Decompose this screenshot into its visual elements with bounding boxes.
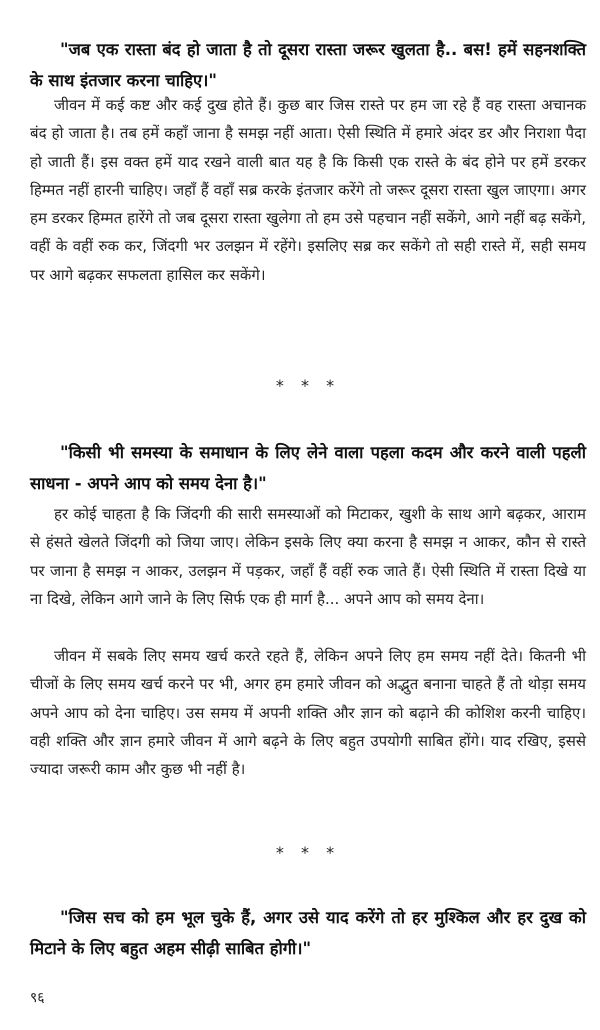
quote-1: "जब एक रास्ता बंद हो जाता है तो दूसरा रास्ता जरूर खुलता है.. बस! हमें सहनशक्ति के साथ इंतजार करना चाहिए।" (30, 40, 586, 90)
paragraph-2: हर कोई चाहता है कि जिंदगी की सारी समस्याओं को मिटाकर, खुशी के साथ आगे बढ़कर, आराम से हंसते खेलते जिंदगी को जिया जाए। लेकिन इसके लिए क्या करना है समझ न आकर, कौन से रास्ते पर जाना है समझ न आकर, उलझन में पड़कर, जहाँ हैं वहीं रुक जाते हैं। ऐसी स्थिति में रास्ता दिखे या ना दिखे, लेकिन आगे जाने के लिए सिर्फ एक ही मार्ग है... अपने आप को समय देना। (30, 505, 586, 608)
paragraph-3: जीवन में सबके लिए समय खर्च करते रहते हैं, लेकिन अपने लिए हम समय नहीं देते। कितनी भी चीजों के लिए समय खर्च करने पर भी, अगर हम हमारे जीवन को अद्भुत बनाना चाहते हैं तो थोड़ा समय अपने आप को देना चाहिए। उस समय में अपनी शक्ति और ज्ञान को बढ़ाने की कोशिश करनी चाहिए। वही शक्ति और ज्ञान हमारे जीवन में आगे बढ़ने के लिए बहुत उपयोगी साबित होंगे। याद रखिए, इससे ज्यादा जरूरी काम और कुछ भी नहीं है। (30, 647, 586, 779)
page-number: ९६ (30, 990, 45, 1006)
section-separator-1: * * * (275, 376, 341, 395)
book-page (30, 0, 586, 1030)
section-separator-2: * * * (275, 843, 341, 862)
paragraph-1: जीवन में कई कष्ट और कई दुख होते हैं। कुछ बार जिस रास्ते पर हम जा रहे हैं वह रास्ता अचानक बंद हो जाता है। तब हमें कहाँ जाना है समझ नहीं आता। ऐसी स्थिति में हमारे अंदर डर और निराशा पैदा हो जाती हैं। इस वक्त हमें याद रखने वाली बात यह है कि किसी एक रास्ते के बंद होने पर हमें डरकर हिम्मत नहीं हारनी चाहिए। जहाँ हैं वहाँ सब्र करके इंतजार करेंगे तो जरूर दूसरा रास्ता खुल जाएगा। अगर हम डरकर हिम्मत हारेंगे तो जब दूसरा रास्ता खुलेगा तो हम उसे पहचान नहीं सकेंगे, आगे नहीं बढ़ सकेंगे, वहीं के वहीं रुक कर, जिंदगी भर उलझन में रहेंगे। इसलिए सब्र कर सकेंगे तो सही रास्ते में, सही समय पर आगे बढ़कर सफलता हासिल कर सकेंगे। (30, 96, 586, 284)
quote-3: "जिस सच को हम भूल चुके हैं, अगर उसे याद करेंगे तो हर मुश्किल और हर दुख को मिटाने के लिए बहुत अहम सीढ़ी साबित होगी।" (30, 908, 586, 958)
quote-2: "किसी भी समस्या के समाधान के लिए लेने वाला पहला कदम और करने वाली पहली साधना - अपने आप को समय देना है।" (30, 443, 586, 493)
